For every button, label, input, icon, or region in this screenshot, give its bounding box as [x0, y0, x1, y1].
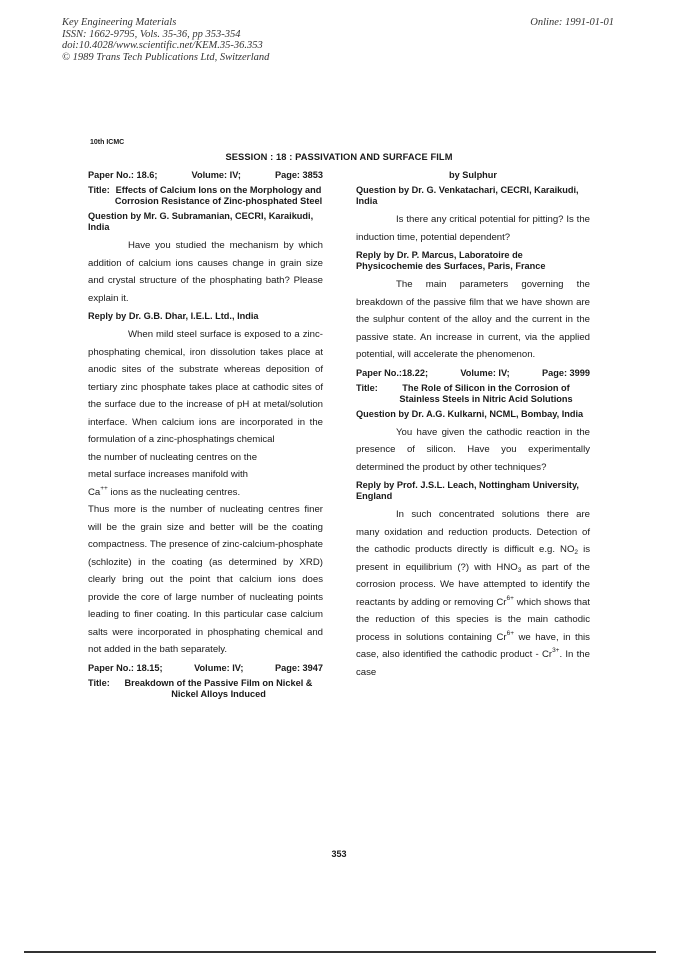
title-text: Breakdown of the Passive Film on Nickel & Nickel Alloys Induced	[124, 677, 313, 699]
doi-line: doi:10.4028/www.scientific.net/KEM.35-36.353	[62, 40, 263, 51]
paper-volume: Volume: IV;	[194, 662, 244, 673]
reply-by: Reply by Dr. G.B. Dhar, I.E.L. Ltd., India	[88, 311, 259, 321]
copyright-line: © 1989 Trans Tech Publications Ltd, Switzerland	[62, 51, 270, 63]
calcium-charge: ++	[100, 484, 108, 492]
title-label: Title:	[88, 185, 110, 195]
paper-title	[356, 383, 590, 405]
journal-header	[62, 17, 269, 63]
bottom-rule	[24, 951, 656, 953]
title-text: Effects of Calcium Ions on the Morphology and Corrosion Resistance of Zinc-phosphated Steel	[114, 185, 323, 206]
formula-cr: Cr	[541, 649, 553, 660]
paper-info-line	[356, 368, 590, 379]
question-by: Question by Mr. G. Subramanian, CECRI, Karaikudi, India	[88, 211, 314, 232]
formula-hno3: HNO	[496, 561, 518, 573]
reply-by: Reply by Prof. J.S.L. Leach, Nottingham University, England	[356, 480, 579, 501]
title-text: The Role of Silicon in the Corrosion of Stainless Steels in Nitric Acid Solutions	[399, 382, 573, 404]
paper-volume: Volume: IV;	[191, 170, 241, 180]
reply-paragraph: When mild steel surface is exposed to a zinc-phosphating chemical, iron dissolution takes place at anodic sites of the substrate whereas deposition of tertiary zinc phosphate takes place at cathodic sites of the surface due to the increase of pH at metal/solution interface. When calcium ions are incorporated in the formulation of a zinc-phosphatings chemical	[88, 329, 323, 445]
journal-name: Key Engineering Materials	[62, 17, 177, 28]
paper-number: Paper No.: 18.6;	[88, 170, 158, 180]
paper-page: Page: 3853	[274, 170, 323, 180]
left-column	[88, 170, 323, 704]
paper-number: Paper No.: 18.15;	[88, 662, 163, 673]
reply-line-text: metal surface increases manifold with	[88, 469, 248, 480]
reply-text	[88, 326, 323, 659]
title-label: Title:	[88, 677, 110, 688]
formula-no2: NO	[560, 544, 575, 555]
reply-line	[88, 449, 323, 467]
right-column	[356, 170, 590, 685]
reply-paragraph: Thus more is the number of nucleating centres finer will be the grain size and better will be the coating compactness. The presence of zinc-calcium-phosphate (schlozite) in the coating (as determined by XRD) clearly bring out the point that calcium ions does provide the core of large number of nucleating points leading to finer coating. In this particular case calcium salts were incorporated in phosphating chemical and not added in the bath separately.	[88, 504, 323, 655]
reply-line-text: ions as the nucleating centres.	[107, 486, 241, 498]
reply-fragment: we have, in this case, also identified the cathodic product -	[356, 631, 590, 660]
reply-line-text: the number of nucleating centres on the	[88, 451, 258, 463]
paper-info-line	[88, 170, 323, 181]
paper-page: Page: 3999	[541, 367, 590, 378]
reply-line	[88, 484, 323, 502]
title-label: Title:	[356, 382, 378, 393]
question-by: Question by Dr. A.G. Kulkarni, NCML, Bombay, India	[356, 408, 584, 419]
reply-fragment: . In the case	[356, 649, 590, 678]
reply-fragment: In such concentrated solutions there are many oxidation and reduction products. Detection of the cathodic products directly is difficult e.g.	[356, 509, 590, 555]
reply-line	[88, 466, 323, 484]
reply-text: The main parameters governing the breakdown of the passive film that we have shown are the sulphur content of the alloy and the current in the passive state. An increase in current, via the applied potential, will accelerate the phenomenon.	[356, 279, 590, 360]
question-text: You have given the cathodic reaction in the presence of silicon. Have you experimentally determined the product by other techniques?	[356, 426, 590, 473]
formula-subscript: 3	[517, 566, 522, 574]
formula-cr: Cr	[496, 596, 507, 608]
reply-text	[356, 506, 590, 681]
conference-label: 10th ICMC	[90, 139, 125, 146]
question-text: Have you studied the mechanism by which addition of calcium ions causes change in grain size and crystal structure of the phosphating bath? Please explain it.	[88, 240, 323, 304]
reply-fragment: which shows that the reduction of this species is the main cathodic process in solutions containing	[356, 596, 590, 643]
formula-superscript: 6+	[506, 594, 514, 602]
formula-superscript: 3+	[552, 647, 560, 654]
reply-fragment: as part of the corrosion process. We have attempted to identify the reactants by adding or removing	[356, 561, 590, 608]
session-heading: SESSION : 18 : PASSIVATION AND SURFACE FILM	[225, 152, 453, 162]
reply-by: Reply by Dr. P. Marcus, Laboratoire de Physicochemie des Surfaces, Paris, France	[356, 250, 546, 271]
paper-volume: Volume: IV;	[460, 367, 510, 378]
paper-title	[88, 678, 323, 700]
question-by: Question by Dr. G. Venkatachari, CECRI, Karaikudi, India	[356, 185, 579, 206]
formula-subscript: 2	[574, 549, 579, 556]
paper-info-line	[88, 663, 323, 674]
issn-line: ISSN: 1662-9795, Vols. 35-36, pp 353-354	[62, 28, 241, 40]
reply-fragment: is present in equilibrium (?) with	[356, 544, 590, 573]
paper-page: Page: 3947	[274, 662, 323, 673]
calcium-symbol: Ca	[88, 486, 101, 498]
paper-title	[88, 185, 323, 207]
paper-number: Paper No.:18.22;	[356, 367, 428, 378]
formula-superscript: 6+	[506, 629, 515, 637]
question-text: Is there any critical potential for pitting? Is the induction time, potential dependent?	[356, 214, 590, 243]
page-number: 353	[331, 849, 347, 859]
title-continuation: by Sulphur	[449, 170, 497, 180]
online-date: Online: 1991-01-01	[530, 17, 614, 28]
formula-cr: Cr	[496, 631, 507, 643]
